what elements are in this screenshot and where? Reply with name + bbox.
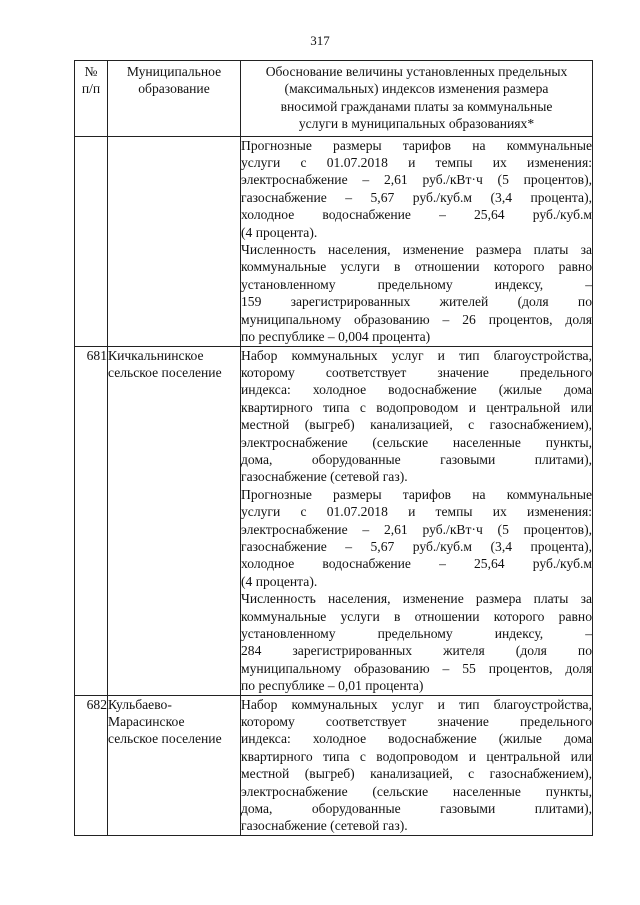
municipality-name-line: Кульбаево-: [108, 696, 172, 712]
header-municipality-line: Муниципальное: [126, 64, 222, 79]
tariff-justification-table: [74, 60, 593, 836]
municipality-cell: [108, 695, 241, 835]
justification-line: Численность населения, изменение размера платы за: [241, 591, 592, 607]
justification-line: коммунальные услуги в отношении которого равно: [241, 259, 592, 275]
table-row: [75, 346, 593, 695]
municipality-name-line: Марасинское: [108, 714, 185, 730]
justification-line: которому соответствует значение предельного: [241, 364, 592, 380]
header-municipality: [108, 61, 241, 137]
justification-line: по республике – 0,004 процента): [241, 329, 431, 345]
justification-line: квартирного типа с водопроводом и центральной или: [241, 748, 592, 764]
justification-line: местной (выгреб) канализацией, с газоснабжением),: [241, 417, 592, 433]
justification-paragraph: [241, 486, 592, 590]
justification-line: Прогнозные размеры тарифов на коммунальные: [241, 486, 592, 502]
justification-line: электроснабжение – 2,61 руб./кВт·ч (5 процентов),: [241, 172, 592, 188]
justification-line: услуги с 01.07.2018 и темпы их изменения:: [241, 155, 592, 171]
justification-line: дома, оборудованные газовыми плитами),: [241, 451, 592, 467]
justification-line: дома, оборудованные газовыми плитами),: [241, 801, 592, 817]
justification-paragraph: [241, 590, 592, 694]
justification-line: электроснабжение (сельские населенные пункты,: [241, 783, 592, 799]
row-number: 682: [75, 695, 108, 835]
justification-line: коммунальные услуги в отношении которого равно: [241, 608, 592, 624]
table-row: [75, 695, 593, 835]
header-justification-line: Обоснование величины установленных предельных: [265, 64, 568, 79]
justification-line: газоснабжение – 5,67 руб./куб.м (3,4 процента),: [241, 189, 592, 205]
page-number: 317: [310, 33, 330, 48]
justification-line: Численность населения, изменение размера платы за: [241, 242, 592, 258]
justification-line: 284 зарегистрированных жителя (доля по: [241, 643, 592, 659]
justification-paragraph: [241, 137, 592, 241]
justification-line: газоснабжение – 5,67 руб./куб.м (3,4 процента),: [241, 538, 592, 554]
justification-line: муниципальному образованию – 26 процентов, доля: [241, 311, 592, 327]
header-municipality-line: образование: [138, 81, 210, 97]
justification-line: холодное водоснабжение – 25,64 руб./куб.м: [241, 556, 592, 572]
justification-line: муниципальному образованию – 55 процентов, доля: [241, 660, 592, 676]
justification-line: электроснабжение – 2,61 руб./кВт·ч (5 процентов),: [241, 521, 592, 537]
justification-cell: [241, 136, 593, 346]
municipality-cell: [108, 136, 241, 346]
header-num-line: №: [84, 64, 98, 79]
header-justification-line: (максимальных) индексов изменения размера: [284, 81, 549, 97]
justification-line: квартирного типа с водопроводом и центральной или: [241, 399, 592, 415]
header-justification-line: услуги в муниципальных образованиях*: [298, 116, 535, 132]
table-row: [75, 136, 593, 346]
justification-line: Набор коммунальных услуг и тип благоустройства,: [241, 696, 592, 712]
table-body: [75, 136, 593, 835]
justification-paragraph: [241, 696, 592, 835]
municipality-cell: [108, 346, 241, 695]
justification-line: электроснабжение (сельские населенные пункты,: [241, 434, 592, 450]
municipality-name-line: сельское поселение: [108, 731, 222, 747]
justification-line: (4 процента).: [241, 224, 318, 240]
municipality-name-line: Кичкальнинское: [108, 347, 204, 363]
row-number: 681: [75, 346, 108, 695]
justification-cell: [241, 695, 593, 835]
justification-line: 159 зарегистрированных жителей (доля по: [241, 294, 592, 310]
justification-line: Набор коммунальных услуг и тип благоустройства,: [241, 347, 592, 363]
header-justification-line: вносимой гражданами платы за коммунальные: [280, 98, 553, 114]
table-header-row: [75, 61, 593, 137]
justification-line: по республике – 0,01 процента): [241, 678, 424, 694]
justification-line: установленному предельному индексу, –: [241, 626, 592, 641]
municipality-name-line: сельское поселение: [108, 364, 222, 380]
justification-line: услуги с 01.07.2018 и темпы их изменения:: [241, 504, 592, 520]
justification-paragraph: [241, 347, 592, 486]
justification-line: (4 процента).: [241, 573, 318, 589]
justification-line: газоснабжение (сетевой газ).: [241, 818, 408, 834]
row-number: [75, 136, 108, 346]
justification-line: установленному предельному индексу, –: [241, 276, 592, 292]
justification-line: местной (выгреб) канализацией, с газоснабжением),: [241, 766, 592, 782]
justification-line: индекса: холодное водоснабжение (жилые дома: [241, 382, 592, 398]
header-num-line: п/п: [81, 81, 101, 97]
justification-line: индекса: холодное водоснабжение (жилые дома: [241, 731, 592, 747]
header-justification: [241, 61, 593, 137]
justification-line: холодное водоснабжение – 25,64 руб./куб.м: [241, 207, 592, 223]
justification-line: которому соответствует значение предельного: [241, 714, 592, 730]
header-num: [75, 61, 108, 137]
justification-line: газоснабжение (сетевой газ).: [241, 469, 408, 485]
justification-paragraph: [241, 241, 592, 345]
justification-line: Прогнозные размеры тарифов на коммунальные: [241, 137, 592, 153]
justification-cell: [241, 346, 593, 695]
